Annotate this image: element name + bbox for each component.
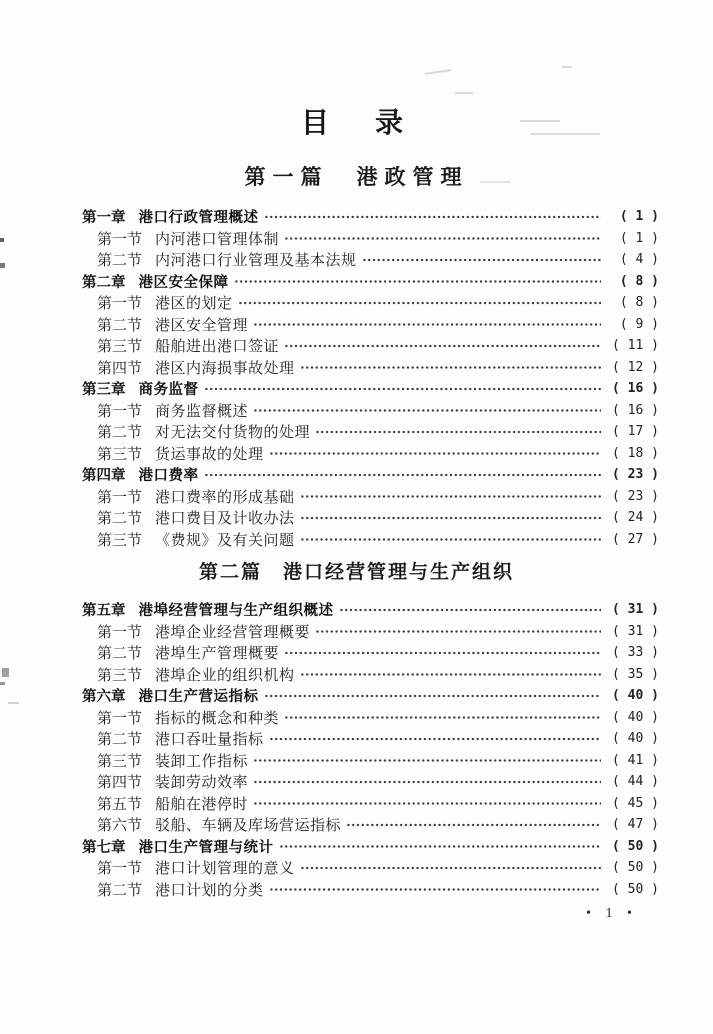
scan-artifact [562,66,572,68]
entry-label: 第五节 [97,796,143,813]
scan-artifact [8,702,19,704]
entry-title: 船舶进出港口签证 [155,339,280,356]
entry-title: 港区安全保障 [138,274,229,291]
dot-leader [315,421,601,443]
entry-label: 第三节 [97,667,143,684]
scan-artifact [480,181,510,183]
entry-label: 第一节 [97,624,143,641]
entry-label: 第一节 [97,489,143,506]
entry-page-number: ( 35 ) [612,666,659,682]
entry-title: 商务监督概述 [155,403,249,420]
entry-page-number: ( 9 ) [619,316,659,332]
entry-title: 港埠企业的组织机构 [155,667,295,684]
entry-title: 港口费率 [138,468,199,485]
entry-title: 港区安全管理 [155,317,249,334]
toc-entry [82,486,659,508]
toc-entry [82,228,659,250]
dot-leader [269,879,601,901]
entry-label: 第一节 [97,861,143,878]
entry-label: 第七章 [82,839,126,856]
entry-page-number: ( 23 ) [612,467,659,483]
entry-label: 第一节 [97,710,143,727]
entry-label: 第二节 [97,253,143,270]
scan-artifact [0,263,5,268]
entry-label: 第六章 [82,689,126,706]
entry-title: 对无法交付货物的处理 [155,425,311,442]
entry-label: 第二节 [97,317,143,334]
entry-label: 第三节 [97,339,143,356]
entry-label: 第四章 [82,468,126,485]
page-number-footer: • 1 • [586,906,634,921]
dot-leader [284,335,601,357]
dot-leader [284,228,601,250]
entry-title: 港口生产营运指标 [138,689,259,706]
part-2-toc-list [82,599,659,900]
entry-page-number: ( 27 ) [612,531,659,547]
entry-title: 港口费目及计收办法 [155,511,295,528]
entry-title: 港口费率的形成基础 [155,489,295,506]
entry-title: 内河港口管理体制 [155,231,280,248]
entry-title: 内河港口行业管理及基本法规 [155,253,357,270]
entry-page-number: ( 50 ) [612,881,659,897]
toc-entry [82,814,659,836]
entry-label: 第三章 [82,382,126,399]
toc-entry [82,464,659,486]
toc-entry [82,793,659,815]
dot-leader [264,206,602,228]
toc-entry [82,206,659,228]
entry-title: 港口计划的分类 [155,882,264,899]
dot-leader [234,271,602,293]
toc-entry [82,378,659,400]
entry-title: 港口行政管理概述 [138,210,259,227]
dot-leader [300,857,601,879]
part-1-heading: 第一篇 港政管理 [244,165,469,189]
dot-leader [269,728,601,750]
entry-label: 第三节 [97,532,143,549]
entry-label: 第二节 [97,882,143,899]
dot-leader [279,836,602,858]
entry-label: 第一节 [97,403,143,420]
dot-leader [253,750,601,772]
entry-page-number: ( 16 ) [612,381,659,397]
toc-entry [82,249,659,271]
dot-leader [269,443,601,465]
toc-entry [82,642,659,664]
entry-title: 港口吞吐量指标 [155,732,264,749]
entry-title: 《费规》及有关问题 [155,532,295,549]
entry-page-number: ( 50 ) [612,838,659,854]
entry-title: 装卸工作指标 [155,753,249,770]
dot-leader [362,249,601,271]
dot-leader [253,793,601,815]
entry-title: 港埠生产管理概要 [155,646,280,663]
entry-label: 第三节 [97,753,143,770]
dot-leader [300,529,601,551]
entry-label: 第一章 [82,210,126,227]
entry-title: 港埠经营管理与生产组织概述 [138,603,334,620]
entry-page-number: ( 40 ) [612,688,659,704]
scan-artifact [530,133,600,135]
entry-title: 港区的划定 [155,296,233,313]
dot-leader [300,507,601,529]
entry-page-number: ( 12 ) [612,359,659,375]
dot-leader [253,771,601,793]
entry-label: 第二节 [97,646,143,663]
entry-label: 第三节 [97,446,143,463]
toc-entry [82,685,659,707]
entry-page-number: ( 31 ) [612,602,659,618]
entry-page-number: ( 16 ) [612,402,659,418]
toc-entry [82,314,659,336]
dot-leader [204,464,602,486]
entry-title: 港区内海损事故处理 [155,360,295,377]
scan-artifact [2,668,9,677]
toc-entry [82,621,659,643]
toc-entry [82,836,659,858]
entry-page-number: ( 17 ) [612,424,659,440]
entry-label: 第六节 [97,818,143,835]
entry-page-number: ( 45 ) [612,795,659,811]
entry-title: 商务监督 [138,382,199,399]
entry-page-number: ( 33 ) [612,645,659,661]
scan-artifact [520,120,560,122]
entry-title: 货运事故的处理 [155,446,264,463]
toc-entry [82,599,659,621]
dot-leader [253,314,601,336]
toc-entry [82,707,659,729]
entry-page-number: ( 18 ) [612,445,659,461]
entry-page-number: ( 8 ) [619,295,659,311]
toc-entry [82,728,659,750]
dot-leader [300,357,601,379]
entry-label: 第四节 [97,775,143,792]
dot-leader [284,642,601,664]
toc-entry [82,750,659,772]
entry-label: 第一节 [97,296,143,313]
toc-entry [82,443,659,465]
toc-entry [82,421,659,443]
toc-entry [82,664,659,686]
dot-leader [204,378,602,400]
toc-entry [82,529,659,551]
entry-title: 港口计划管理的意义 [155,861,295,878]
entry-page-number: ( 50 ) [612,860,659,876]
entry-label: 第一节 [97,231,143,248]
entry-page-number: ( 40 ) [612,731,659,747]
entry-label: 第二章 [82,274,126,291]
scan-artifact [425,69,451,75]
scan-artifact [0,682,5,685]
entry-page-number: ( 11 ) [612,338,659,354]
toc-entry [82,292,659,314]
entry-title: 船舶在港停时 [155,796,249,813]
toc-entry [82,335,659,357]
toc-entry [82,771,659,793]
dot-leader [253,400,601,422]
toc-entry [82,857,659,879]
toc-entry [82,271,659,293]
dot-leader [264,685,602,707]
dot-leader [284,707,601,729]
entry-page-number: ( 24 ) [612,510,659,526]
entry-label: 第四节 [97,360,143,377]
toc-entry [82,400,659,422]
scan-artifact [455,92,473,94]
entry-page-number: ( 23 ) [612,488,659,504]
dot-leader [300,486,601,508]
entry-label: 第二节 [97,511,143,528]
entry-title: 装卸劳动效率 [155,775,249,792]
entry-label: 第二节 [97,732,143,749]
part-1-toc-list [82,206,659,550]
entry-page-number: ( 40 ) [612,709,659,725]
dot-leader [315,621,601,643]
page-title: 目 录 [300,108,412,139]
entry-title: 港埠企业经营管理概要 [155,624,311,641]
entry-page-number: ( 8 ) [619,273,659,289]
entry-page-number: ( 47 ) [612,817,659,833]
entry-title: 指标的概念和种类 [155,710,280,727]
entry-page-number: ( 44 ) [612,774,659,790]
entry-title: 港口生产管理与统计 [138,839,274,856]
toc-entry [82,507,659,529]
part-2-heading: 第二篇 港口经营管理与生产组织 [198,562,514,583]
entry-label: 第二节 [97,425,143,442]
entry-page-number: ( 4 ) [619,252,659,268]
entry-page-number: ( 1 ) [619,230,659,246]
toc-entry [82,879,659,901]
entry-page-number: ( 1 ) [619,209,659,225]
dot-leader [346,814,601,836]
dot-leader [300,664,601,686]
dot-leader [339,599,602,621]
entry-title: 驳船、车辆及库场营运指标 [155,818,342,835]
entry-label: 第五章 [82,603,126,620]
entry-page-number: ( 31 ) [612,623,659,639]
dot-leader [238,292,601,314]
entry-page-number: ( 41 ) [612,752,659,768]
toc-entry [82,357,659,379]
scan-artifact [0,238,4,242]
